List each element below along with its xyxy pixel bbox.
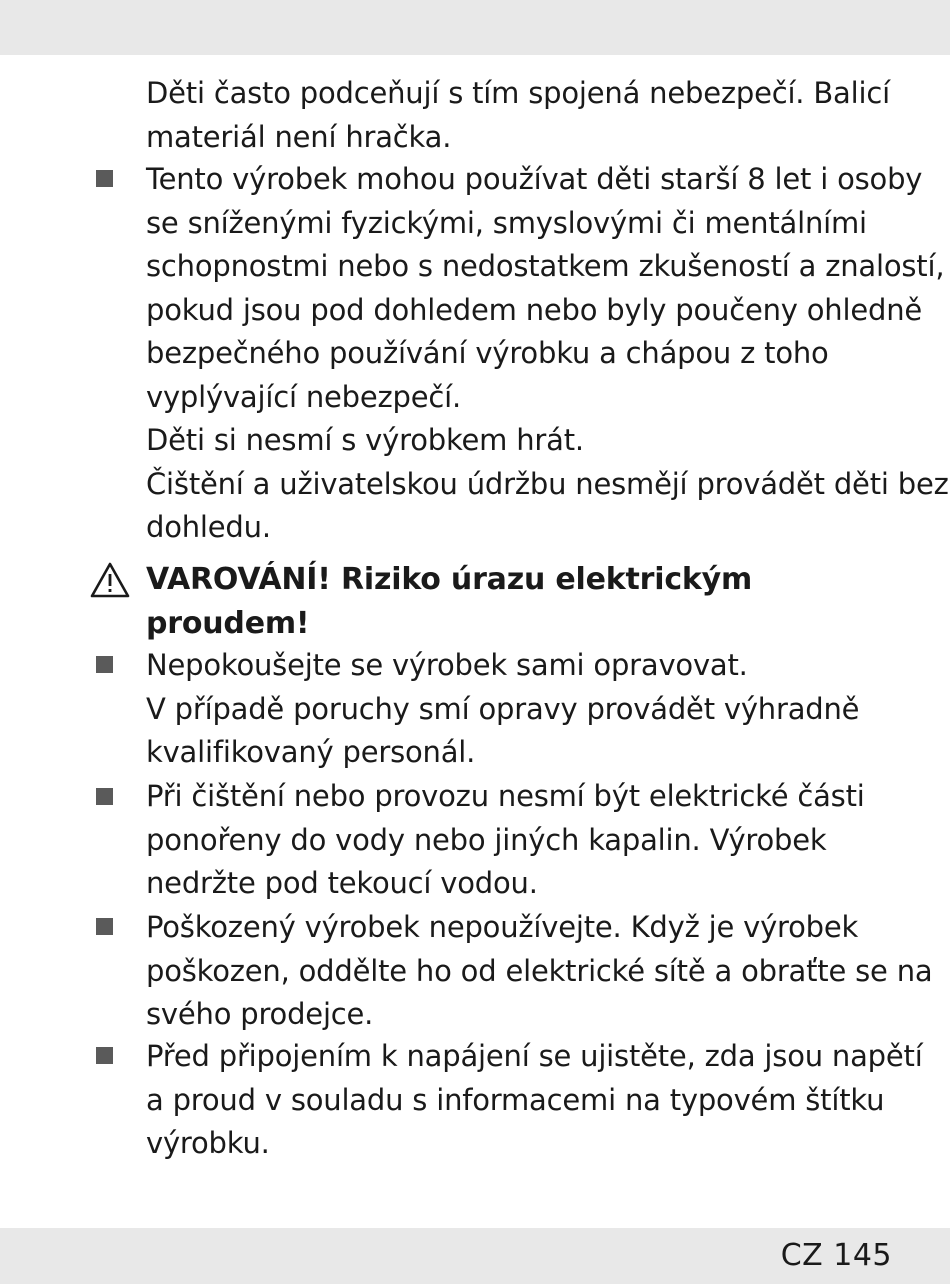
bullet-square-icon	[96, 1047, 113, 1064]
header-band	[0, 0, 950, 55]
bullet-square-icon	[96, 918, 113, 935]
page-number: CZ 145	[780, 1238, 892, 1273]
text-line: Poškozený výrobek nepoužívejte. Když je výrobek	[146, 910, 859, 944]
text-line: pokud jsou pod dohledem nebo byly poučeny ohledně	[146, 292, 923, 327]
list-item	[146, 644, 936, 775]
list-item	[146, 775, 936, 906]
text-line: se sníženými fyzickými, smyslovými či mentálními	[146, 205, 867, 240]
text-line: Před připojením k napájení se ujistěte, zda jsou napětí	[146, 1039, 923, 1073]
text-line: kvalifikovaný personál.	[146, 735, 476, 769]
text-line: materiál není hračka.	[146, 119, 452, 154]
text-line: Děti si nesmí s výrobkem hrát.	[146, 423, 584, 457]
text-line: svého prodejce.	[146, 997, 374, 1031]
text-line: schopnostmi nebo s nedostatkem zkušeností a znalostí,	[146, 249, 945, 283]
list-item	[146, 1035, 936, 1166]
text-line: bezpečného používání výrobku a chápou z toho	[146, 336, 829, 370]
text-line: poškozen, oddělte ho od elektrické sítě a obraťte se na	[146, 953, 933, 988]
intro-paragraph	[146, 72, 936, 159]
list-item	[146, 158, 949, 550]
bullet-square-icon	[96, 788, 113, 805]
text-line: a proud v souladu s informacemi na typovém štítku	[146, 1082, 885, 1117]
list-item	[146, 906, 936, 1037]
text-line: vyplývající nebezpečí.	[146, 379, 461, 414]
heading-line: proudem!	[146, 605, 310, 641]
text-line: nedržte pod tekoucí vodou.	[146, 866, 538, 900]
text-line: výrobku.	[146, 1126, 270, 1160]
text-line: Děti často podceňují s tím spojená nebezpečí. Balicí	[146, 76, 890, 110]
text-line: ponořeny do vody nebo jiných kapalin. Výrobek	[146, 822, 827, 857]
bullet-square-icon	[96, 170, 113, 187]
text-line: Tento výrobek mohou používat děti starší 8 let i osoby	[146, 162, 923, 196]
warning-heading	[146, 558, 936, 645]
text-line: Čištění a uživatelskou údržbu nesmějí provádět děti bez	[146, 466, 949, 501]
text-line: dohledu.	[146, 510, 271, 544]
text-line: Nepokoušejte se výrobek sami opravovat.	[146, 648, 748, 682]
text-line: Při čištění nebo provozu nesmí být elektrické části	[146, 779, 865, 813]
text-line: V případě poruchy smí opravy provádět výhradně	[146, 691, 860, 726]
warning-triangle-icon	[90, 562, 130, 598]
heading-line: VAROVÁNÍ! Riziko úrazu elektrickým	[146, 562, 753, 597]
bullet-square-icon	[96, 656, 113, 673]
